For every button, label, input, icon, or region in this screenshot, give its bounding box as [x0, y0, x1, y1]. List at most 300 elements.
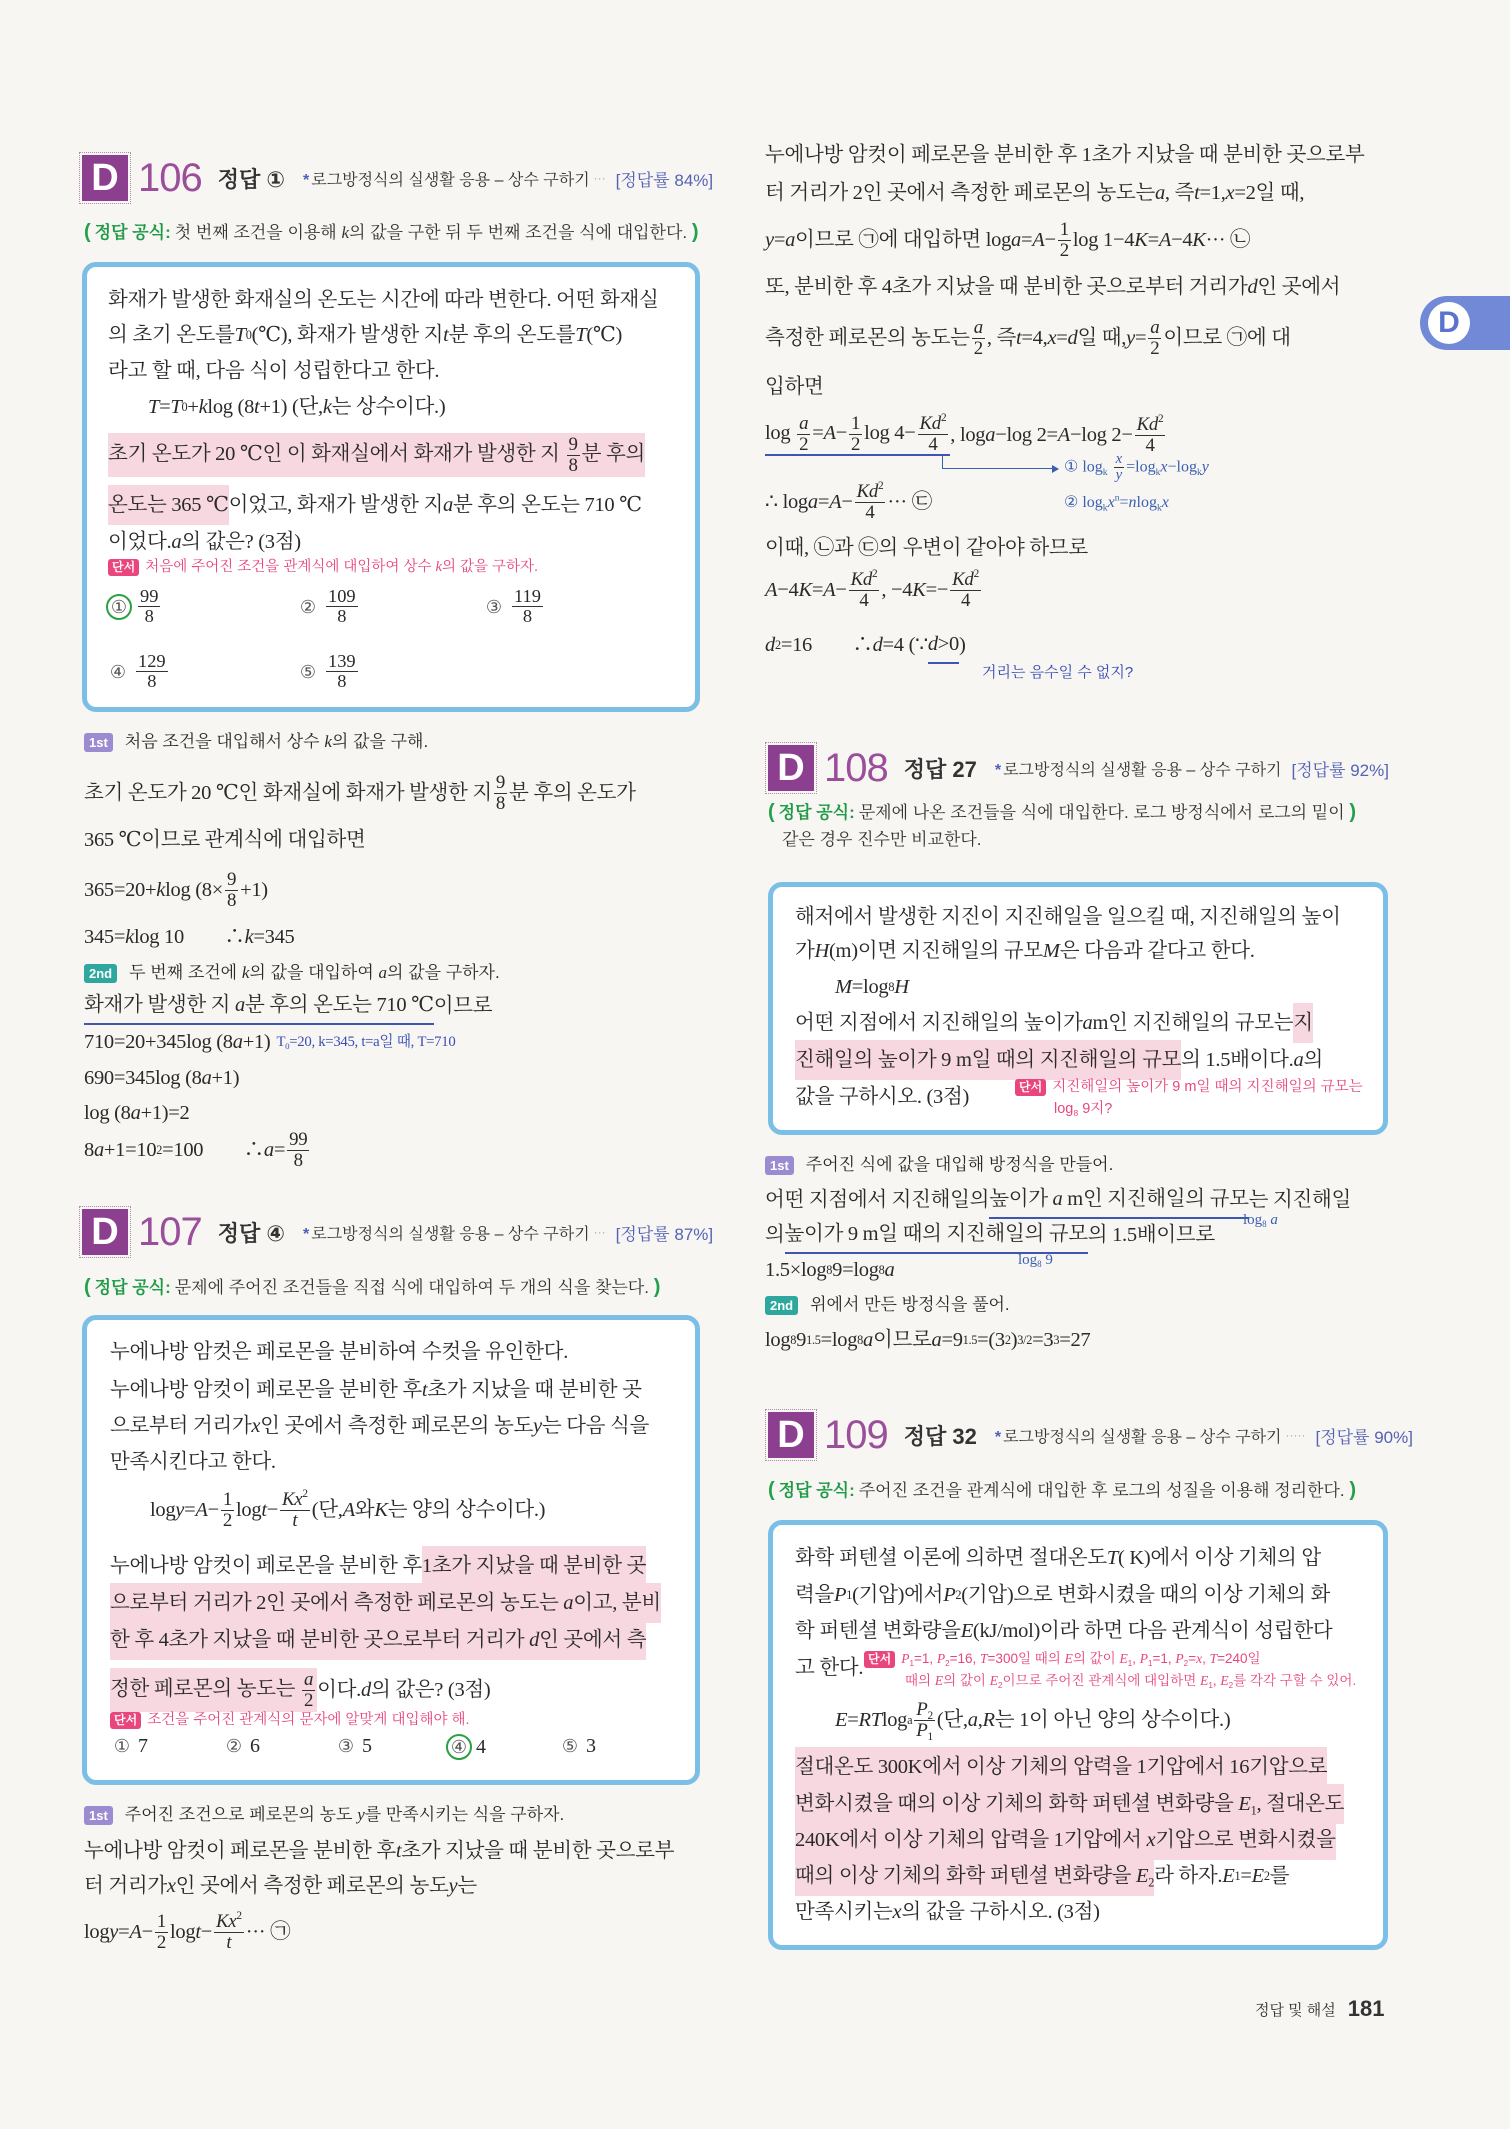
math-variable: P: [936, 1651, 946, 1666]
correct-rate: [정답률 84%]: [615, 170, 714, 190]
log-rule-note: ② $\log_kx^n=nlog_kx$: [1064, 492, 1169, 514]
solution-line: 입하면: [765, 376, 824, 398]
denominator: 2: [1150, 337, 1160, 359]
math-variable: E: [1222, 1865, 1235, 1887]
math-variable: R: [982, 1709, 995, 1731]
bracket-close: ): [653, 1276, 661, 1298]
problem-text-line: 어떤 지점에서 지진해일의 높이가 a m인 지진해일의 규모는 지: [795, 1005, 1313, 1041]
math-variable: E: [1064, 1651, 1073, 1666]
highlight: 한 후 4초가 지났을 때 분비한 곳으로부터 거리가 d인 곳에서 측: [110, 1620, 646, 1660]
hint-tag: 단서: [108, 559, 139, 576]
problem-equation: T = T 0 + k log (8 t +1) (단, k 는 상수이다.): [148, 389, 445, 425]
subscript: k: [1156, 502, 1162, 514]
numerator: 9: [568, 433, 578, 455]
math-variable: y: [175, 1499, 185, 1521]
subscript: 8: [1262, 1219, 1267, 1230]
choice-value: [136, 587, 162, 627]
fraction: [918, 411, 949, 455]
subscript: 1: [1208, 1680, 1213, 1690]
numerator: [302, 1670, 315, 1691]
fraction: [849, 567, 880, 611]
math-variable: y: [109, 1921, 119, 1943]
math-variable: P: [1139, 1651, 1148, 1666]
step-2: [765, 1290, 1010, 1320]
subscript: 8: [1073, 1108, 1079, 1119]
step-text: 주어진 조건으로 페로몬의 농도 y를 만족시키는 식을 구하자.: [124, 1805, 565, 1824]
math-variable: E: [989, 1673, 998, 1688]
formula-label: 정답 공식:: [778, 803, 855, 822]
math-variable: a: [863, 1329, 873, 1351]
numerator: 139: [328, 651, 356, 671]
math-variable: E: [1200, 1673, 1209, 1688]
math-variable: T: [1209, 1651, 1218, 1666]
formula-label: 정답 공식:: [778, 1481, 855, 1500]
math-variable: d: [927, 633, 938, 655]
math-variable: T: [1106, 1547, 1118, 1569]
hint-text: $\log_8 9$지?: [1054, 1101, 1113, 1119]
solution-line: A −4 K = A − $\frac{Kd^2}{4}$ , −4 K =− $\frac{Kd^2}{4}$: [765, 567, 979, 611]
fraction: [914, 1700, 935, 1741]
math-variable: t: [443, 324, 449, 346]
denominator: [224, 1933, 233, 1953]
choice-mark: ①: [106, 594, 132, 620]
solution-line: 화재가 발생한 지 a분 후의 온도는 710 ℃ 이므로: [84, 988, 492, 1024]
math-variable: y: [1115, 467, 1123, 484]
denominator: 4: [928, 433, 938, 455]
choice-1[interactable]: [110, 1734, 148, 1758]
problem-text-line: [795, 1822, 1336, 1858]
math-variable: a: [563, 1592, 574, 1614]
math-variable: Kd: [919, 412, 941, 434]
math-variable: P: [916, 1719, 928, 1741]
choice-value: [510, 587, 545, 627]
denominator: [914, 1721, 935, 1741]
denominator: 2: [851, 433, 861, 455]
math-variable: a: [1270, 1212, 1278, 1228]
hint-tag: 단서: [864, 1651, 895, 1668]
math-variable: x: [1161, 494, 1169, 511]
math-variable: P: [901, 1651, 910, 1666]
choice-mark: ④: [446, 1734, 472, 1760]
math-variable: T: [575, 324, 587, 346]
subscript: 0: [285, 1041, 290, 1052]
fraction: [855, 479, 886, 523]
solution-line: log (8 a +1)=2: [84, 1095, 190, 1131]
fraction: [326, 652, 358, 692]
hint-text: $P_1=1$, $P_2=16$, T=300일 때의 E의 값이 $E_1$, $P_1=1$, $P_2=x$, T=240일: [901, 1651, 1261, 1668]
solution-line: 365 ℃이므로 관계식에 대입하면: [84, 829, 366, 851]
choice-mark: ③: [337, 1736, 355, 1756]
bracket-open: (: [84, 221, 91, 243]
solution-line: d 2 =16 ∴ d =4 (∵ d>0 ): [765, 627, 966, 663]
chapter-letter: D: [1428, 302, 1470, 344]
subscript: k: [1102, 502, 1108, 514]
denominator: 2: [799, 433, 809, 455]
bracket-open: (: [768, 801, 775, 823]
math-variable: x: [1115, 451, 1123, 467]
denominator: 8: [293, 1149, 303, 1171]
math-variable: a: [263, 1139, 274, 1161]
choice-5[interactable]: [558, 1734, 596, 1758]
formula-text-continued: 같은 경우 진수만 비교한다.: [782, 830, 982, 849]
math-variable: A: [1057, 424, 1071, 446]
answer-label: 정답 ④: [217, 1220, 285, 1246]
fraction: [950, 567, 981, 611]
math-variable: a: [235, 994, 245, 1016]
solution-line: 이때, ㉡과 ㉢의 우변이 같아야 하므로: [765, 537, 1088, 559]
correct-rate: [정답률 87%]: [615, 1224, 714, 1244]
step-tag: 2nd: [765, 1296, 798, 1315]
problem-text-line: [110, 1585, 661, 1621]
problem-107-header: [82, 1207, 713, 1257]
solution-line: 터 거리가 2인 곳에서 측정한 페로몬의 농도는 a , 즉 t =1, x =2일 때,: [765, 175, 1304, 211]
answer-formula: [84, 1273, 660, 1302]
numerator: [855, 479, 886, 503]
annotation-note: $\log_8 9$: [1018, 1252, 1053, 1270]
fraction: [1135, 412, 1166, 456]
subscript: 2: [997, 1680, 1003, 1690]
math-variable: t: [261, 1499, 267, 1521]
math-variable: A: [829, 491, 842, 513]
hint: [110, 1709, 470, 1731]
hint-text: 때의 E의 값이 $E_2$이므로 주어진 관계식에 대입하면 $E_1$, $E_2$를 각각 구할 수 있어.: [905, 1673, 1357, 1690]
underline: log $\frac{a}{2}$ =A− $\frac{1}{2}$ log 4− $\frac{Kd^2}{4}$: [765, 414, 950, 457]
math-variable: t: [226, 1931, 232, 1953]
math-variable: t: [1015, 327, 1022, 349]
problem-text-line: 해저에서 발생한 지진이 지진해일을 일으킬 때, 지진해일의 높이: [795, 906, 1341, 928]
fraction: [494, 773, 507, 814]
math-variable: n: [1128, 494, 1137, 511]
fraction: [1114, 452, 1125, 484]
math-variable: A: [195, 1499, 208, 1521]
answer-formula: [84, 218, 699, 247]
solution-line: log y = A − $\frac{1}{2}$ log t − $\frac{Kx^2}{t}$ ··· ㉠: [84, 1909, 291, 1953]
bracket-close: ): [1349, 801, 1357, 823]
denominator: 8: [522, 606, 533, 627]
bracket-close: ): [1349, 1479, 1357, 1501]
math-variable: y: [765, 229, 774, 251]
math-variable: a: [884, 1259, 895, 1281]
math-variable: y: [1126, 327, 1135, 349]
math-variable: RT: [858, 1709, 882, 1731]
math-variable: d: [361, 1679, 371, 1701]
highlight: 240K에서 이상 기체의 압력을 1기압에서 x기압으로 변화시켰을: [795, 1820, 1336, 1860]
section-badge: D: [768, 1412, 814, 1458]
solution-line: 690=345log (8 a +1): [84, 1060, 239, 1096]
formula-text: 문제에 주어진 조건들을 직접 식에 대입하여 두 개의 식을 찾는다.: [174, 1278, 649, 1297]
fraction: [326, 587, 358, 627]
section-badge: D: [82, 1209, 128, 1255]
problem-number: 107: [138, 1209, 202, 1254]
annotation-note: 거리는 음수일 수 없지?: [982, 664, 1134, 681]
answer-label: 정답 27: [903, 756, 977, 782]
problem-text-line: 만족시키는 x 의 값을 구하시오. (3점): [795, 1894, 1100, 1930]
choice-1[interactable]: [106, 587, 162, 627]
problem-text-line: 만족시킨다고 한다.: [110, 1451, 276, 1473]
numerator: 99: [289, 1128, 308, 1150]
problem-text-line: 누에나방 암컷이 페로몬을 분비한 후 t 초가 지났을 때 분비한 곳: [110, 1372, 642, 1408]
arrow-icon: [942, 456, 1053, 469]
math-variable: x: [1160, 458, 1168, 476]
section-badge: D: [768, 745, 814, 791]
topic-label: [303, 1221, 590, 1244]
choice-value: [324, 587, 360, 627]
choice-4[interactable]: [106, 652, 170, 692]
problem-text-line: 화재가 발생한 화재실의 온도는 시간에 따라 변한다. 어떤 화재실: [108, 289, 659, 311]
denominator: 8: [495, 792, 505, 814]
numerator: [280, 1487, 310, 1511]
step-2: [84, 958, 500, 988]
numerator: 9: [495, 771, 505, 793]
choice-2[interactable]: [222, 1734, 260, 1758]
page-number: 181: [1347, 1996, 1385, 2021]
fraction: [797, 414, 810, 455]
superscript: 2: [940, 411, 947, 424]
numerator: [797, 414, 810, 435]
denominator: [290, 1511, 299, 1531]
hint: [1015, 1076, 1363, 1098]
math-variable: A: [129, 1921, 142, 1943]
math-variable: a: [304, 1668, 314, 1690]
fraction: [849, 414, 862, 455]
math-variable: Kd: [952, 568, 974, 590]
fraction: [1148, 318, 1161, 359]
topic-label: [303, 167, 590, 190]
math-variable: t: [292, 1509, 298, 1531]
numerator: 1: [851, 412, 861, 434]
leader-dots: ···: [593, 1225, 606, 1239]
hint: [864, 1648, 1261, 1670]
bracket-close: ): [691, 221, 699, 243]
math-variable: k: [198, 396, 208, 418]
denominator: 4: [960, 589, 971, 611]
highlight: 지: [1293, 1003, 1313, 1043]
choice-value: 4: [476, 1735, 486, 1758]
superscript: 2: [872, 567, 878, 580]
math-variable: a: [171, 531, 182, 553]
math-variable: t: [1194, 182, 1200, 204]
star-icon: *: [994, 761, 1002, 779]
solution-line: 터 거리가 x 인 곳에서 측정한 페로몬의 농도 y 는: [84, 1868, 477, 1904]
star-icon: *: [994, 1428, 1002, 1446]
chapter-tab[interactable]: [1420, 296, 1510, 350]
subscript: k: [1196, 466, 1202, 478]
subscript: 1: [909, 1658, 914, 1668]
math-variable: A: [1032, 229, 1045, 251]
numerator: [849, 567, 880, 591]
step-text: 위에서 만든 방정식을 풀어.: [810, 1295, 1010, 1314]
formula-label: 정답 공식:: [94, 223, 171, 242]
step-text: 두 번째 조건에 k의 값을 대입하여 a의 값을 구하자.: [129, 963, 500, 982]
choice-3[interactable]: [334, 1734, 372, 1758]
correct-rate: [정답률 90%]: [1315, 1427, 1413, 1447]
problem-number: 106: [138, 155, 202, 200]
math-variable: k: [241, 963, 250, 982]
topic-label: [995, 757, 1282, 780]
math-variable: k: [324, 732, 332, 751]
math-variable: a: [785, 229, 796, 251]
choice-4[interactable]: [446, 1734, 486, 1760]
math-variable: a: [1052, 1188, 1063, 1210]
fraction: [972, 318, 985, 359]
denominator: 8: [337, 606, 347, 627]
math-variable: x: [1196, 1651, 1203, 1666]
math-variable: A: [1158, 229, 1172, 251]
choice-mark: ②: [225, 1736, 243, 1756]
fraction: [225, 870, 238, 911]
step-tag: 1st: [84, 1806, 113, 1825]
math-variable: T: [980, 1651, 988, 1666]
choice-5[interactable]: [296, 652, 360, 692]
choice-3[interactable]: [482, 587, 545, 627]
math-variable: t: [195, 1921, 201, 1943]
problem-text-line: [795, 1786, 1344, 1822]
math-variable: A: [823, 421, 836, 444]
fraction: [287, 1130, 309, 1171]
problem-text-line: 누에나방 암컷은 페로몬을 분비하여 수컷을 유인한다.: [110, 1341, 569, 1363]
math-variable: k: [244, 926, 254, 948]
numerator: 99: [140, 586, 159, 606]
problem-number: 108: [824, 745, 888, 790]
choice-value: 5: [362, 1734, 372, 1757]
correct-rate: [정답률 92%]: [1291, 760, 1389, 780]
math-variable: d: [872, 634, 883, 656]
math-variable: y: [448, 1875, 458, 1897]
numerator: 109: [328, 586, 356, 606]
step-text: 처음 조건을 대입해서 상수 k의 값을 구해.: [124, 732, 429, 751]
denominator: 2: [304, 1689, 314, 1711]
math-variable: T: [234, 324, 246, 346]
answer-label: 정답 32: [903, 1423, 977, 1449]
math-variable: x: [892, 1901, 902, 1923]
numerator: [1148, 318, 1161, 339]
math-variable: a: [985, 424, 996, 446]
subscript: 2: [927, 1709, 933, 1722]
math-variable: K: [798, 579, 812, 601]
math-variable: H: [894, 976, 909, 998]
math-variable: Kx: [281, 1488, 303, 1510]
math-variable: d: [529, 1629, 540, 1651]
hint-text: 지진해일의 높이가 9 m일 때의 지진해일의 규모는: [1052, 1079, 1363, 1095]
topic-text: 로그방정식의 실생활 응용 – 상수 구하기: [1003, 761, 1282, 779]
step-1: [84, 727, 428, 757]
numerator: 9: [226, 868, 237, 890]
solution-line: 초기 온도가 20 ℃인 화재실에 화재가 발생한 지 $\frac{9}{8}$ 분 후의 온도가: [84, 771, 636, 814]
math-variable: d: [1067, 327, 1078, 349]
highlight: 정한 페로몬의 농도는 $\frac{a}{2}$: [110, 1668, 317, 1713]
choice-2[interactable]: [296, 587, 360, 627]
subscript: k: [1102, 466, 1108, 478]
subscript: 1: [1127, 1658, 1133, 1668]
star-icon: *: [303, 171, 310, 189]
numerator: [972, 318, 985, 339]
numerator: 129: [138, 651, 166, 671]
choice-mark: ④: [109, 661, 127, 682]
math-variable: E: [1220, 1673, 1229, 1688]
math-variable: P: [1175, 1651, 1184, 1666]
answer-formula: [768, 1476, 1356, 1505]
answer-formula: [768, 798, 1356, 827]
math-variable: E: [1251, 1865, 1264, 1887]
math-variable: y: [1201, 458, 1209, 476]
highlight: 때의 이상 기체의 화학 퍼텐셜 변화량을 $E_2$: [795, 1856, 1154, 1896]
solution-line: 8 a +1=10 2 =100 ∴ a = $\frac{99}{8}$: [84, 1128, 308, 1171]
math-variable: H: [814, 940, 830, 962]
problem-text-line: 누에나방 암컷이 페로몬을 분비한 후 1초가 지났을 때 분비한 곳: [110, 1548, 646, 1584]
fraction: [280, 1487, 310, 1531]
step-1: [765, 1150, 1113, 1180]
formula-label: 정답 공식:: [94, 1278, 171, 1297]
problem-text-line: [108, 433, 645, 476]
page-footer: [1255, 1996, 1385, 2022]
math-variable: a: [931, 1329, 942, 1351]
topic-text: 로그방정식의 실생활 응용 – 상수 구하기: [311, 171, 590, 189]
denominator: 4: [859, 589, 869, 611]
bracket-open: (: [768, 1479, 775, 1501]
choice-value: 3: [586, 1734, 596, 1757]
problem-number: 109: [824, 1412, 888, 1457]
leader-dots: ·····: [1285, 1428, 1306, 1442]
solution-line: 누에나방 암컷이 페로몬을 분비한 후 t 초가 지났을 때 분비한 곳으로부: [84, 1833, 674, 1869]
choice-value: [134, 652, 170, 692]
problem-equation: E = RT log a $\frac{P_2}{P_1}$ (단, a , R 는 1이 아닌 양의 상수이다.): [835, 1698, 1231, 1743]
problem-text-line: 으로부터 거리가 x 인 곳에서 측정한 페로몬의 농도 y 는 다음 식을: [110, 1408, 649, 1444]
choice-value: 7: [138, 1734, 148, 1757]
numerator: [1135, 412, 1166, 436]
math-variable: a: [799, 412, 809, 434]
solution-line: 측정한 페로몬의 농도는 $\frac{a}{2}$ , 즉 t =4, x = d 일 때, y = $\frac{a}{2}$ 이므로 ㉠에 대: [765, 316, 1291, 359]
denominator: 2: [1059, 239, 1069, 261]
math-variable: K: [1192, 229, 1206, 251]
math-variable: E: [960, 1620, 973, 1642]
fraction: [155, 1912, 168, 1953]
denominator: 4: [1145, 434, 1155, 456]
hint: [108, 556, 538, 578]
math-variable: a: [973, 316, 983, 338]
math-variable: t: [254, 396, 260, 418]
math-variable: k: [156, 879, 166, 901]
problem-108-header: [768, 743, 1389, 793]
math-variable: E: [835, 1709, 848, 1731]
math-variable: Kx: [215, 1910, 237, 1932]
highlight: 1초가 지났을 때 분비한 곳: [422, 1546, 646, 1586]
math-variable: M: [1042, 940, 1060, 962]
star-icon: *: [303, 1225, 310, 1243]
math-variable: A: [765, 579, 778, 601]
highlight: 초기 온도가 20 ℃인 이 화재실에서 화재가 발생한 지 $\frac{9}{8}$ 분 후의: [108, 433, 645, 476]
step-tag: 1st: [84, 733, 113, 752]
step-tag: 2nd: [84, 964, 117, 983]
subscript: 1: [1148, 1658, 1153, 1668]
problem-text-line: 력을 P 1 (기압)에서 P 2 (기압)으로 변화시켰을 때의 이상 기체의 화: [795, 1577, 1330, 1613]
choice-mark: ①: [113, 1736, 131, 1756]
numerator: [918, 411, 949, 435]
math-variable: a: [807, 491, 818, 513]
superscript: 2: [1158, 412, 1164, 425]
math-variable: t: [421, 1379, 428, 1401]
subscript: 2: [945, 1658, 950, 1668]
math-variable: E: [1238, 1793, 1251, 1815]
denominator: 8: [144, 606, 154, 627]
problem-text-line: 진해일의 높이가 9 m일 때의 지진해일의 규모 의 1.5배이다. a 의: [795, 1042, 1323, 1078]
numerator: [914, 1700, 935, 1721]
math-variable: x: [1225, 182, 1235, 204]
problem-text-line: 이었다. a 의 값은? (3점): [108, 524, 301, 560]
subscript: 1: [927, 1730, 933, 1743]
numerator: [1114, 452, 1125, 468]
solution-line: 365=20+ k log (8× $\frac{9}{8}$ +1): [84, 868, 268, 911]
math-variable: d: [1247, 276, 1258, 298]
